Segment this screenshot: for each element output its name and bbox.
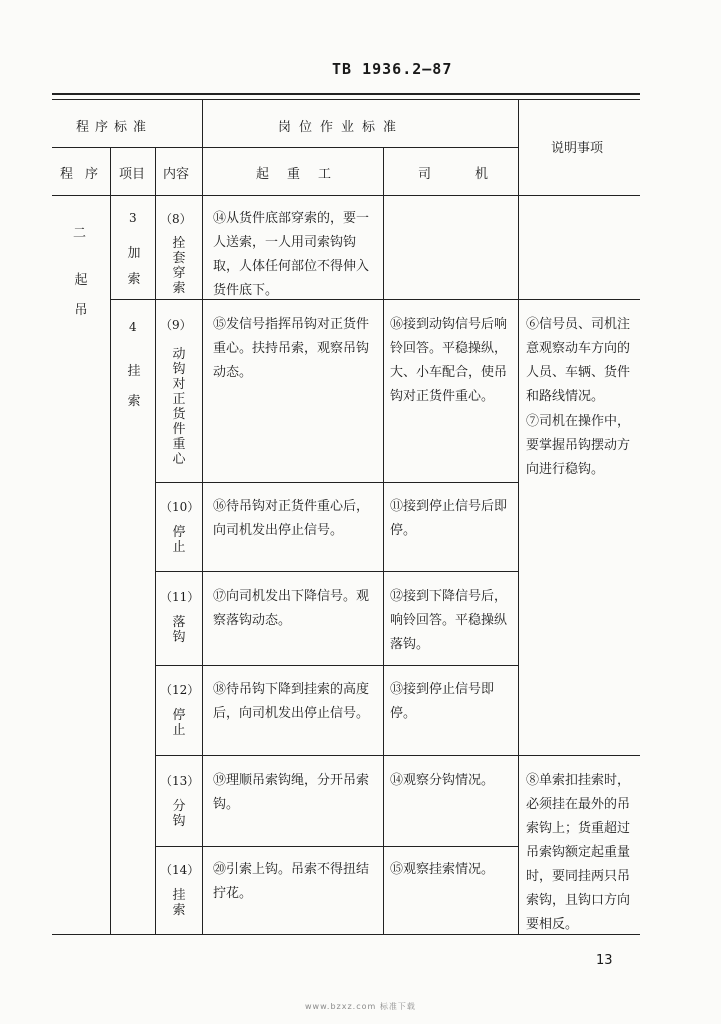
header-content: 内容 xyxy=(163,167,190,182)
driver-instruction: ⑫接到下降信号后，响铃回答。平稳操纵落钩。 xyxy=(390,589,508,652)
row-separator xyxy=(155,846,518,847)
col-divider-content xyxy=(202,99,203,934)
table-top-inner-border xyxy=(52,99,640,100)
row-content: 分钩 xyxy=(172,799,186,829)
driver-instruction: ⑯接到动钩信号后响铃回答。平稳操纵，大、小车配合，使吊钩对正货件重心。 xyxy=(390,317,508,404)
row-separator xyxy=(155,755,640,756)
header-procedure: 程序 xyxy=(60,167,111,182)
header-driver: 司机 xyxy=(418,167,533,182)
col-divider-crane xyxy=(383,147,384,934)
col-divider-item xyxy=(155,147,156,934)
row-content: 停止 xyxy=(172,525,186,555)
item-number: 4 xyxy=(129,320,137,334)
crane-instruction: ⑰向司机发出下降信号。观察落钩动态。 xyxy=(213,589,370,628)
item-number: 3 xyxy=(129,211,137,225)
item-name: 加索 xyxy=(127,246,141,287)
col-divider-procedure xyxy=(110,147,111,934)
row-code: （12） xyxy=(160,683,200,697)
crane-instruction: ⑮发信号指挥吊钩对正货件重心。扶持吊索，观察吊钩动态。 xyxy=(213,317,370,380)
crane-instruction: ⑯待吊钩对正货件重心后，向司机发出停止信号。 xyxy=(213,499,370,538)
crane-instruction: ⑲理顺吊索钩绳，分开吊索钩。 xyxy=(213,773,370,812)
driver-instruction: ⑪接到停止信号后即停。 xyxy=(390,499,508,538)
row-code: （9） xyxy=(160,318,192,332)
row-content: 动钩对正货件重心 xyxy=(172,347,186,467)
row-content: 落钩 xyxy=(172,615,186,645)
item-name: 挂索 xyxy=(127,364,141,409)
row-content: 挂索 xyxy=(172,888,186,918)
driver-instruction: ⑭观察分钩情况。 xyxy=(390,773,495,788)
header-post-standard: 岗位作业标准 xyxy=(278,120,405,135)
row-separator xyxy=(155,571,518,572)
row-content: 拴套穿索 xyxy=(172,236,186,296)
note-item: ⑦司机在操作中，要掌握吊钩摆动方向进行稳钩。 xyxy=(526,414,631,477)
crane-instruction: ⑱待吊钩下降到挂索的高度后，向司机发出停止信号。 xyxy=(213,682,370,721)
header-crane-worker: 起重工 xyxy=(256,167,350,182)
driver-instruction: ⑮观察挂索情况。 xyxy=(390,862,495,877)
crane-instruction: ⑭从货件底部穿索的，要一人送索，一人用司索钩钩取，人体任何部位不得伸入货件底下。 xyxy=(213,211,370,298)
row-code: （13） xyxy=(160,774,200,788)
footer-watermark: www.bzxz.com 标准下载 xyxy=(305,1002,416,1011)
driver-instruction: ⑬接到停止信号即停。 xyxy=(390,682,495,721)
table-top-border xyxy=(52,93,640,95)
page-number: 13 xyxy=(596,953,613,968)
row-code: （11） xyxy=(160,590,200,604)
row-content: 停止 xyxy=(172,708,186,738)
row-code: （8） xyxy=(160,212,192,226)
row-code: （10） xyxy=(160,500,200,514)
row-separator xyxy=(155,482,518,483)
header-row-divider xyxy=(52,147,518,148)
row-separator xyxy=(155,665,518,666)
header-bottom-border xyxy=(52,195,640,196)
document-code: TB 1936.2—87 xyxy=(332,60,453,78)
procedure-number: 二 xyxy=(73,226,87,241)
procedure-name: 起吊 xyxy=(74,273,88,318)
header-procedure-standard: 程序标准 xyxy=(76,120,153,135)
col-divider-driver xyxy=(518,99,519,934)
header-notes: 说明事项 xyxy=(551,141,604,156)
header-item: 项目 xyxy=(119,167,146,182)
row-code: （14） xyxy=(160,863,200,877)
crane-instruction: ⑳引索上钩。吊索不得扭结拧花。 xyxy=(213,862,370,901)
note-item: ⑥信号员、司机注意观察动车方向的人员、车辆、货件和路线情况。 xyxy=(526,317,631,404)
note-item: ⑧单索扣挂索时，必须挂在最外的吊索钩上；货重超过吊索钩额定起重量时，要同挂两只吊索钩，且钩口方向要相反。 xyxy=(526,773,631,932)
